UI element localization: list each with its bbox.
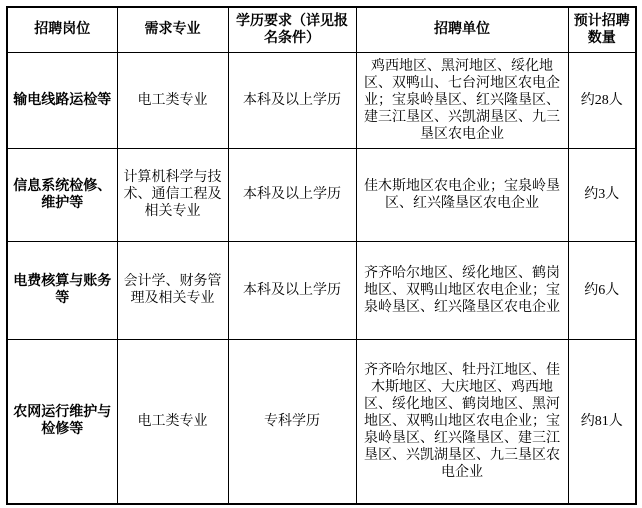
cell-education: 本科及以上学历: [228, 241, 356, 339]
cell-count: 约6人: [568, 241, 636, 339]
header-position: 招聘岗位: [7, 7, 117, 52]
table-row: [7, 339, 636, 504]
cell-units: 齐齐哈尔地区、绥化地区、鹤岗地区、双鸭山地区农电企业；宝泉岭垦区、红兴隆垦区农电企业: [356, 241, 568, 339]
cell-education: 专科学历: [228, 339, 356, 504]
cell-education: 本科及以上学历: [228, 148, 356, 241]
cell-education: 本科及以上学历: [228, 52, 356, 148]
cell-units: 齐齐哈尔地区、牡丹江地区、佳木斯地区、大庆地区、鸡西地区、绥化地区、鹤岗地区、黑河地区、双鸭山地区农电企业；宝泉岭垦区、红兴隆垦区、建三江垦区、兴凯湖垦区、九三垦区农电企业: [356, 339, 568, 504]
cell-position: 电费核算与账务等: [7, 241, 117, 339]
cell-major: 电工类专业: [117, 339, 228, 504]
header-count: 预计招聘数量: [568, 7, 636, 52]
cell-count: 约3人: [568, 148, 636, 241]
table-row: [7, 148, 636, 241]
header-major: 需求专业: [117, 7, 228, 52]
cell-major: 计算机科学与技术、通信工程及相关专业: [117, 148, 228, 241]
cell-units: 鸡西地区、黑河地区、绥化地区、双鸭山、七台河地区农电企业；宝泉岭垦区、红兴隆垦区、建三江垦区、兴凯湖垦区、九三垦区农电企业: [356, 52, 568, 148]
cell-count: 约81人: [568, 339, 636, 504]
cell-position: 农网运行维护与检修等: [7, 339, 117, 504]
table-header-row: [7, 7, 636, 52]
cell-position: 输电线路运检等: [7, 52, 117, 148]
recruitment-table: [6, 6, 637, 505]
header-units: 招聘单位: [356, 7, 568, 52]
table-row: [7, 241, 636, 339]
cell-major: 电工类专业: [117, 52, 228, 148]
cell-major: 会计学、财务管理及相关专业: [117, 241, 228, 339]
header-education: 学历要求（详见报名条件）: [228, 7, 356, 52]
cell-count: 约28人: [568, 52, 636, 148]
cell-position: 信息系统检修、维护等: [7, 148, 117, 241]
cell-units: 佳木斯地区农电企业；宝泉岭垦区、红兴隆垦区农电企业: [356, 148, 568, 241]
table-row: [7, 52, 636, 148]
